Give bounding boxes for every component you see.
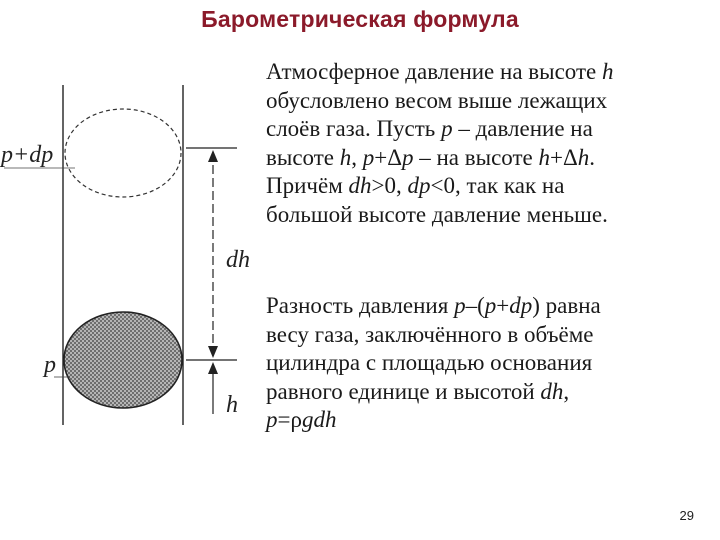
lower-layer-ellipse xyxy=(64,312,182,408)
para1-line-2: обусловлено весом выше лежащих xyxy=(266,87,608,113)
para1-line-1: Атмосферное давление на высоте h xyxy=(266,59,614,84)
label-dh: dh xyxy=(226,247,250,273)
barometric-column-diagram xyxy=(0,60,262,440)
para1-line-5: Причём dh>0, dp<0, так как на xyxy=(266,173,565,198)
para2-line-3: цилиндра с площадью основания xyxy=(266,350,593,375)
slide-title: Барометрическая формула xyxy=(201,6,519,32)
upper-layer-ellipse xyxy=(65,109,181,197)
paragraph-1 xyxy=(266,58,706,229)
dh-arrowhead-up xyxy=(208,150,218,162)
para2-line-1: Разность давления p–(p+dp) равна xyxy=(266,293,601,318)
para1-line-3: слоёв газа. Пусть p – давление на xyxy=(266,116,593,141)
para1-line-6: большой высоте давление меньше. xyxy=(266,201,608,227)
label-p: p xyxy=(44,352,56,378)
para2-line-2: весу газа, заключённого в объёме xyxy=(266,321,594,347)
paragraph-2 xyxy=(266,292,706,435)
dh-arrowhead-down xyxy=(208,346,218,358)
label-h: h xyxy=(226,392,238,418)
para2-line-5: p=ρgdh xyxy=(266,407,337,432)
para1-line-4: высоте h, p+Δp – на высоте h+Δh. xyxy=(266,144,596,170)
page-number: 29 xyxy=(679,508,694,523)
h-arrowhead-up xyxy=(208,362,218,374)
para2-line-4: равного единице и высотой dh, xyxy=(266,378,570,404)
label-p-plus-dp: p+dp xyxy=(1,142,54,168)
